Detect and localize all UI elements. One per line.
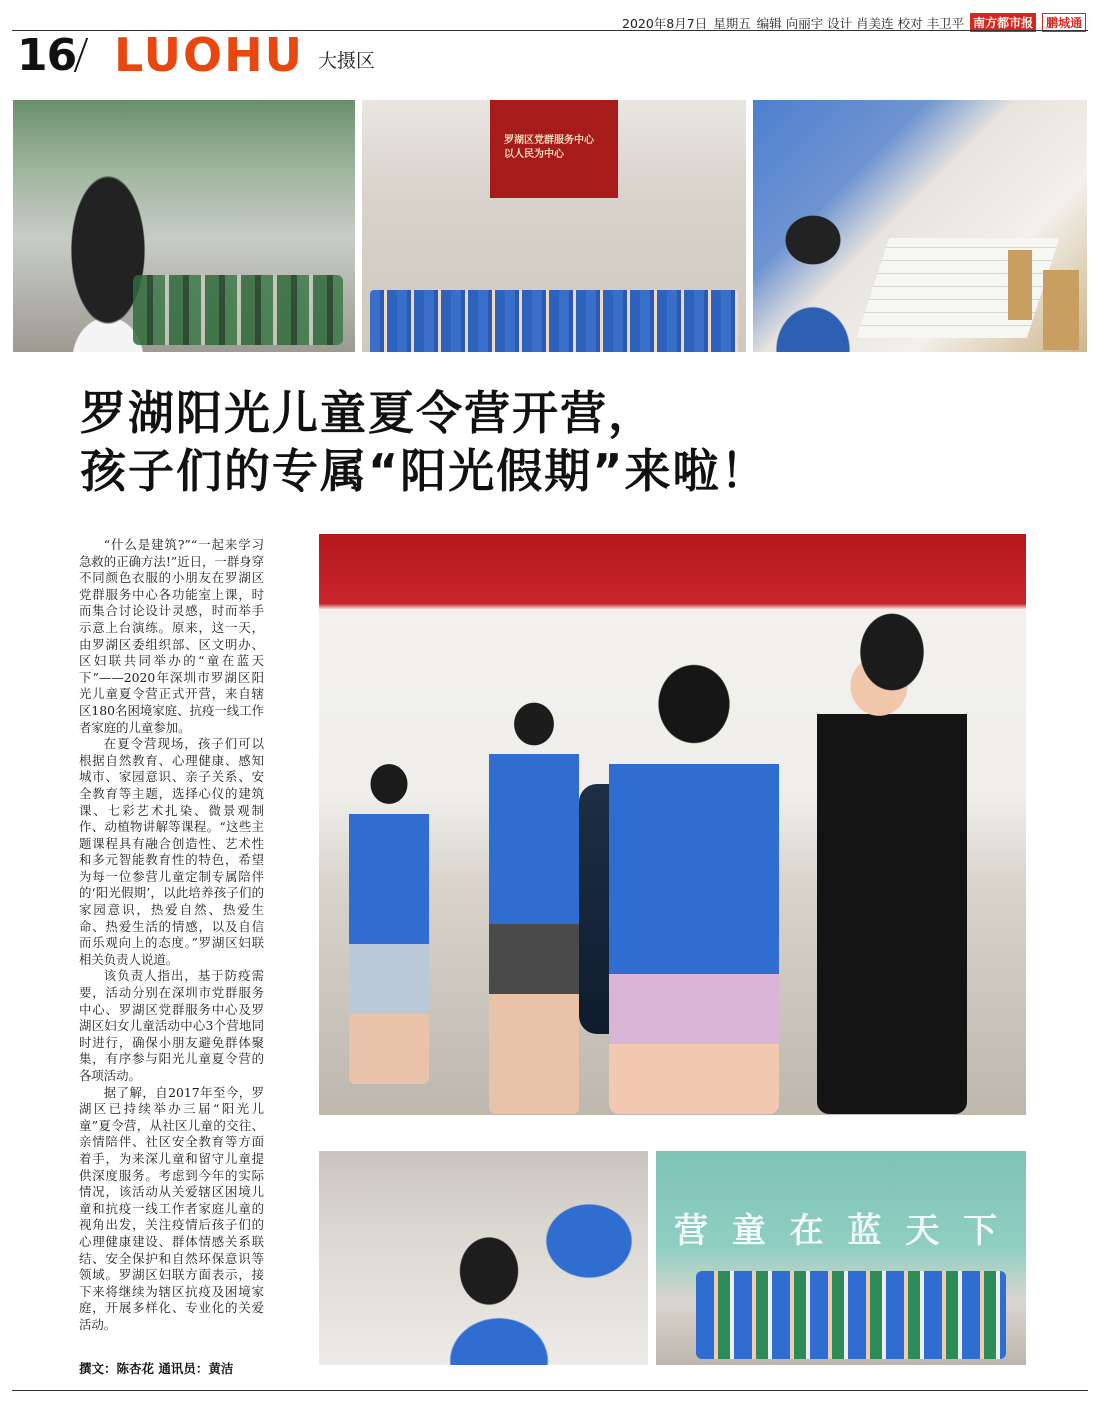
article-headline [80, 384, 1060, 500]
photo-main-child [349, 754, 429, 1084]
photo-dance-class-children [133, 275, 343, 345]
photo-painting-class[interactable] [319, 1151, 648, 1365]
section-title: LUOHU [114, 28, 304, 82]
photo-dance-class[interactable] [13, 100, 355, 352]
photo-group-portrait[interactable] [362, 100, 746, 352]
app-logo[interactable]: 鹏城通 [1042, 13, 1086, 32]
photo-stage-group-children [696, 1271, 1006, 1359]
article-byline: 撰文：陈杏花 通讯员：黄洁 [79, 1361, 234, 1376]
model-block [1008, 250, 1032, 320]
editorial-credits: 编辑 向丽宇 设计 肖美连 校对 丰卫平 [756, 15, 965, 31]
photo-main-woman [817, 574, 967, 1114]
model-block [1043, 270, 1079, 350]
photo-painting-class-image [319, 1151, 648, 1365]
service-center-sign [504, 134, 594, 162]
service-center-sign-slogan: 以人民为中心 [504, 149, 564, 160]
photo-main-child [489, 694, 579, 1114]
article-paragraph: 据了解，自2017年至今，罗湖区已持续举办三届“阳光儿童”夏令营，从社区儿童的交往、亲情陪伴、社区安全教育等方面着手，为来深儿童和留守儿童提供深度服务。考虑到今年的实际情况，该活动从关爱辖区困境儿童和抗疫一线工作者家庭儿童的视角出发，关注疫情后孩子们的心理健康建设、群体情感关系联结、安全保护和自然环保意识等领域。罗湖区妇联方面表示，接下来将继续为辖区抗疫及困境家庭，开展多样化、专业化的关爱活动。 [79, 1084, 264, 1332]
photo-main-greeting[interactable] [319, 534, 1026, 1115]
service-center-sign-title: 罗湖区党群服务中心 [504, 135, 594, 146]
footer-divider [12, 1390, 1088, 1391]
photo-building-model[interactable] [753, 100, 1087, 352]
headline-line-1: 罗湖阳光儿童夏令营开营， [80, 386, 656, 440]
newspaper-logo[interactable]: 南方都市报 [970, 13, 1036, 32]
issue-date: 2020年8月7日 [622, 15, 708, 31]
issue-weekday: 星期五 [713, 15, 751, 31]
article-paragraph: 该负责人指出，基于防疫需要，活动分别在深圳市党群服务中心、罗湖区党群服务中心及罗湖区妇女儿童活动中心3个营地同时进行，确保小朋友避免群体聚集，有序参与阳光儿童夏令营的各项活动。 [79, 968, 264, 1083]
article-body [79, 537, 264, 1334]
article-paragraph: 在夏令营现场，孩子们可以根据自然教育、心理健康、感知城市、家园意识、亲子关系、安全教育等主题，选择心仪的建筑课、七彩艺术扎染、微景观制作、动植物讲解等课程。“这些主题课程具有融合创造性、艺术性和多元智能教育性的特色，希望为每一位参营儿童定制专属陪伴的‘阳光假期’，以此培养孩子们的家园意识，热爱自然、热爱生命、热爱生活的情感，以及自信而乐观向上的态度。”罗湖区妇联相关负责人说道。 [79, 736, 264, 967]
stage-banner-text: 营 童 在 蓝 天 下 [674, 1211, 1004, 1251]
article-paragraph: “什么是建筑?”“一起来学习急救的正确方法!”近日，一群身穿不同颜色衣服的小朋友在罗湖区党群服务中心各功能室上课，时而集合讨论设计灵感，时而举手示意上台演练。原来，这一天，由罗湖区委组织部、区文明办、区妇联共同举办的“童在蓝天下”——2020年深圳市罗湖区阳光儿童夏令营正式开营，来自辖区180名困境家庭、抗疫一线工作者家庭的儿童参加。 [79, 537, 264, 735]
photo-stage-group[interactable] [656, 1151, 1026, 1365]
headline-line-2: 孩子们的专属“阳光假期”来啦！ [80, 444, 769, 498]
photo-group-children [370, 290, 738, 352]
section-subtitle: 大摄区 [318, 50, 376, 72]
photo-main-girl [609, 644, 779, 1114]
page-number: 16 [17, 30, 77, 81]
